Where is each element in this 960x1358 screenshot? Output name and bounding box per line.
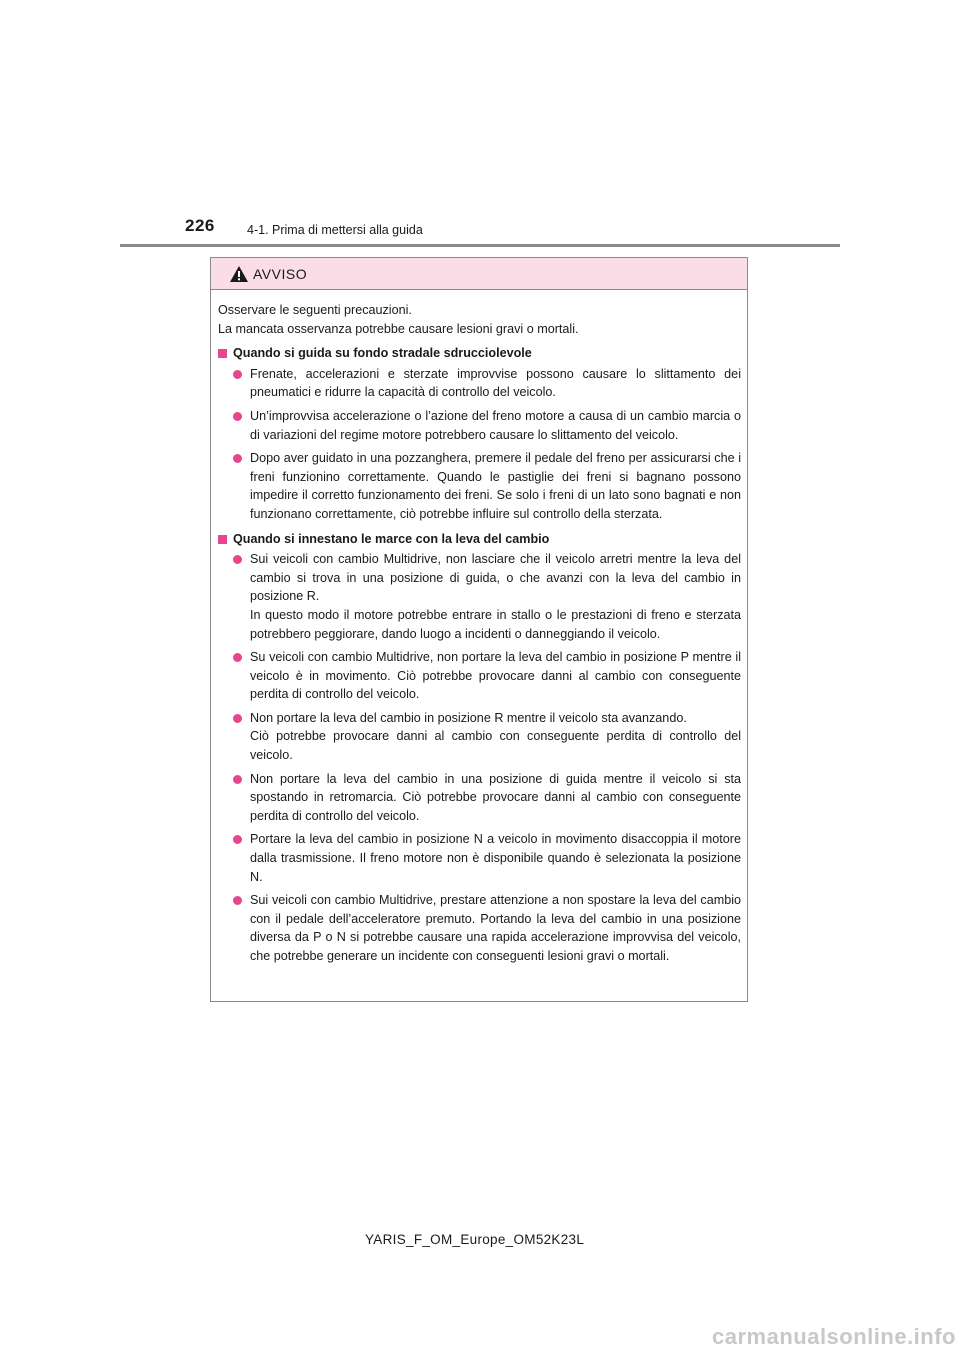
list-item-text: Non portare la leva del cambio in posizione R mentre il veicolo sta avanzando. Ciò potrebbe provocare danni al cambio con conseguente perdita di controllo del veicolo. <box>250 710 741 763</box>
list-item-text: Un’improvvisa accelerazione o l’azione del freno motore a causa di un cambio marcia o di variazioni del regime motore potrebbero causare lo slittamento del veicolo. <box>250 408 741 442</box>
dot-bullet-icon <box>233 370 242 379</box>
section-heading-text: Quando si innestano le marce con la leva del cambio <box>233 531 550 546</box>
dot-bullet-icon <box>233 714 242 723</box>
header-rule <box>120 244 840 247</box>
square-bullet-icon <box>218 349 227 358</box>
intro-line: La mancata osservanza potrebbe causare lesioni gravi o mortali. <box>218 321 579 336</box>
list-item <box>233 449 741 523</box>
dot-bullet-icon <box>233 896 242 905</box>
section-heading <box>218 530 741 549</box>
list-item <box>233 550 741 643</box>
document-code: YARIS_F_OM_Europe_OM52K23L <box>365 1232 585 1247</box>
dot-bullet-icon <box>233 775 242 784</box>
list-item-text: Non portare la leva del cambio in una posizione di guida mentre il veicolo si sta spostando in retromarcia. Ciò potrebbe provocare danni al cambio con conseguente perdita di controllo del veicolo. <box>250 771 741 823</box>
square-bullet-icon <box>218 535 227 544</box>
dot-bullet-icon <box>233 835 242 844</box>
section-heading <box>218 344 741 363</box>
list-item <box>233 709 741 765</box>
dot-bullet-icon <box>233 653 242 662</box>
list-item-text: Sui veicoli con cambio Multidrive, non lasciare che il veicolo arretri mentre la leva del cambio si trova in una posizione di guida, o che avanzi con la leva del cambio in posizione R. In questo modo il motore potrebbe entrare in stallo o le prestazioni di freno e sterzata potrebbero peggiorare, dando luogo a incidenti o danneggiando il veicolo. <box>250 552 741 641</box>
warning-header <box>211 258 747 290</box>
warning-triangle-icon <box>229 265 249 283</box>
list-item-text: Portare la leva del cambio in posizione N a veicolo in movimento disaccoppia il motore dalla trasmissione. Il freno motore non è disponibile quando è selezionata la posizione N. <box>250 832 741 884</box>
warning-title: AVVISO <box>253 265 308 282</box>
watermark: carmanualsonline.info <box>712 1324 956 1349</box>
section-title: 4-1. Prima di mettersi alla guida <box>247 223 423 237</box>
dot-bullet-icon <box>233 555 242 564</box>
dot-bullet-icon <box>233 412 242 421</box>
list-item <box>233 648 741 704</box>
dot-bullet-icon <box>233 454 242 463</box>
list-item <box>233 407 741 444</box>
list-item <box>233 770 741 826</box>
list-item-text: Su veicoli con cambio Multidrive, non portare la leva del cambio in posizione P mentre il veicolo è in movimento. Ciò potrebbe provocare danni al cambio con conseguente perdita di controllo del veicolo. <box>250 650 741 702</box>
list-item <box>233 830 741 886</box>
list-item <box>233 891 741 965</box>
warning-box <box>210 257 748 1002</box>
list-item-text: Sui veicoli con cambio Multidrive, prestare attenzione a non spostare la leva del cambio con il pedale dell’acceleratore premuto. Portando la leva del cambio in una posizione diversa da P o N si potrebbe causare una rapida accelerazione improvvisa del veicolo, che potrebbe generare un incidente con conseguenti lesioni gravi o mortali. <box>250 893 741 963</box>
page-number: 226 <box>185 216 215 235</box>
section-heading-text: Quando si guida su fondo stradale sdrucciolevole <box>233 346 532 361</box>
list-item-text: Frenate, accelerazioni e sterzate improvvise possono causare lo slittamento dei pneumatici e ridurre la capacità di controllo del veicolo. <box>250 366 741 400</box>
list-item <box>233 365 741 402</box>
warning-body <box>211 290 747 966</box>
intro-line: Osservare le seguenti precauzioni. <box>218 303 412 317</box>
list-item-text: Dopo aver guidato in una pozzanghera, premere il pedale del freno per assicurarsi che i freni funzionino correttamente. Quando le pastiglie dei freni si bagnano possono impedire il corretto funzionamento dei freni. Se solo i freni di un lato sono bagnati e non funzionano correttamente, ciò potrebbe influire sul controllo della sterzata. <box>250 451 741 521</box>
